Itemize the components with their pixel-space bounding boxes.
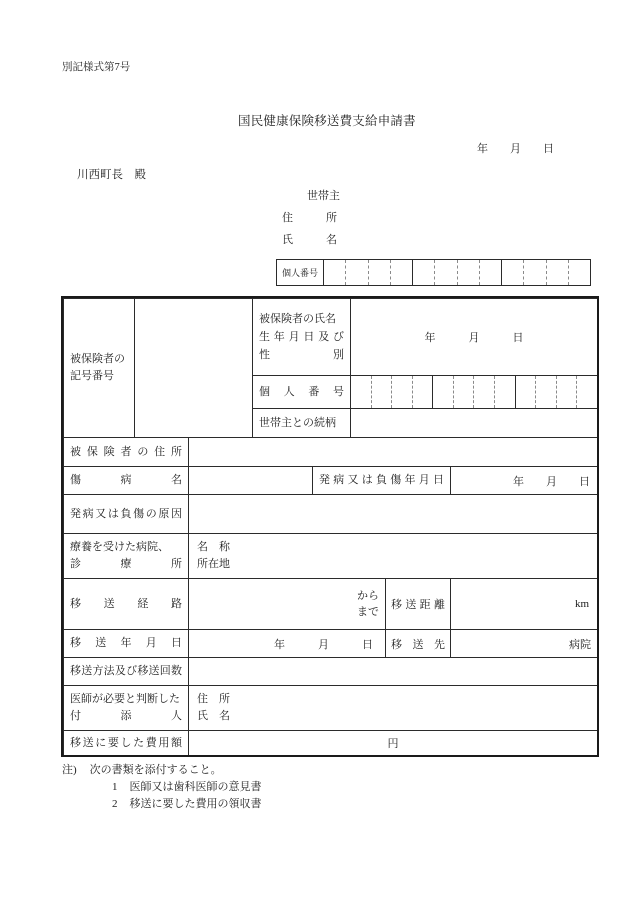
digit-cell <box>457 260 479 285</box>
method-value-cell <box>188 657 598 686</box>
notes-heading-line <box>62 764 222 777</box>
label-line: 療養を受けた病院、 <box>70 541 169 553</box>
digit-cell <box>324 260 345 285</box>
transport-date-value-cell: 年 月 日 <box>188 629 386 658</box>
form-title: 国民健康保険移送費支給申請書 <box>238 114 416 128</box>
digit-cell <box>432 376 453 408</box>
transport-date-label-cell: 移 送 年 月 日 <box>63 629 189 658</box>
digit-cell <box>535 376 556 408</box>
disease-name-value-cell <box>188 466 313 495</box>
digit-cell <box>556 376 577 408</box>
digit-cell <box>576 376 597 408</box>
notes-item <box>112 798 262 811</box>
attendant-label-cell <box>63 685 189 731</box>
householder-heading: 世帯主 <box>307 190 340 202</box>
digit-cell <box>515 376 536 408</box>
label-line: 記号番号 <box>70 370 114 382</box>
hospital-name-label: 名 称 <box>197 541 230 553</box>
cause-label-cell: 発病又は負傷の原因 <box>63 494 189 534</box>
personal-number-box-label: 個人番号 <box>276 259 324 286</box>
notes-item-text: 医師又は歯科医師の意見書 <box>129 781 262 793</box>
personal-number-box-digits <box>323 259 591 286</box>
route-from-marker: から <box>357 590 379 602</box>
notes-item-number: 1 <box>112 781 118 793</box>
digit-cell <box>568 260 590 285</box>
notes-item <box>112 781 262 794</box>
label-line: 医師が必要と判断した <box>70 693 180 705</box>
insured-symbol-value-cell <box>134 298 253 438</box>
distance-label-cell <box>385 578 451 630</box>
householder-name-label: 氏 名 <box>282 234 337 246</box>
hospital-value-cell <box>188 533 598 579</box>
route-to-marker: まで <box>357 606 379 618</box>
cost-value-cell: 円 <box>188 730 598 756</box>
insured-symbol-label-cell <box>63 298 135 438</box>
relationship-label-cell: 世帯主との続柄 <box>252 408 351 438</box>
digit-cell <box>390 260 412 285</box>
digit-cell <box>371 376 392 408</box>
table-personal-number-label-cell: 個 人 番 号 <box>252 375 351 409</box>
digit-cell <box>434 260 456 285</box>
cause-value-cell <box>188 494 598 534</box>
addressee-line: 川西町長 殿 <box>77 169 146 181</box>
destination-label: 移 送 先 <box>391 638 445 651</box>
destination-value-cell: 病院 <box>450 629 598 658</box>
digit-cell <box>453 376 474 408</box>
insured-address-label-cell: 被 保 険 者 の 住 所 <box>63 437 189 467</box>
digit-cell <box>501 260 523 285</box>
route-value-cell <box>188 578 386 630</box>
attendant-value-cell <box>188 685 598 731</box>
destination-label-cell <box>385 629 451 658</box>
insured-info-date-cell: 年 月 日 <box>350 298 598 376</box>
disease-name-label-cell: 傷 病 名 <box>63 466 189 495</box>
householder-address-label: 住 所 <box>282 212 337 224</box>
digit-cell <box>391 376 412 408</box>
digit-cell <box>368 260 390 285</box>
table-personal-number-digits-cell <box>350 375 598 409</box>
digit-cell <box>479 260 501 285</box>
digit-cell <box>351 376 371 408</box>
digit-cell <box>412 376 433 408</box>
label-line: 被保険者の氏名 <box>259 313 336 325</box>
digit-cells <box>351 376 597 408</box>
route-label-cell: 移 送 経 路 <box>63 578 189 630</box>
attendant-address-label: 住 所 <box>197 693 230 705</box>
notes-prefix: 注) <box>62 764 77 776</box>
hospital-location-label: 所在地 <box>197 558 230 570</box>
label-line: 診 療 所 <box>70 558 182 570</box>
notes-item-number: 2 <box>112 798 118 810</box>
attendant-name-label: 氏 名 <box>197 710 230 722</box>
form-style-number: 別記様式第7号 <box>62 62 131 73</box>
distance-value-cell: km <box>450 578 598 630</box>
label-line: 生年月日及び <box>259 331 344 343</box>
cost-label-cell: 移送に要した費用額 <box>63 730 189 756</box>
digit-cell <box>523 260 545 285</box>
hospital-label-cell <box>63 533 189 579</box>
digit-cell <box>494 376 515 408</box>
header-date-placeholder: 年 月 日 <box>477 143 554 155</box>
digit-cell <box>412 260 434 285</box>
method-label-cell: 移送方法及び移送回数 <box>63 657 189 686</box>
notes-item-text: 移送に要した費用の領収書 <box>129 798 262 810</box>
insured-info-label-cell <box>252 298 351 376</box>
label-line: 被保険者の <box>70 353 125 365</box>
label-line: 付 添 人 <box>70 710 182 722</box>
label-line: 性 別 <box>259 349 344 361</box>
distance-label: 移送距離 <box>391 599 445 611</box>
digit-cell <box>345 260 367 285</box>
onset-date-value-cell: 年 月 日 <box>450 466 598 495</box>
insured-address-value-cell <box>188 437 598 467</box>
relationship-value-cell <box>350 408 598 438</box>
digit-cell <box>546 260 568 285</box>
onset-date-label-cell: 発病又は負傷年月日 <box>312 466 451 495</box>
digit-cell <box>473 376 494 408</box>
notes-heading: 次の書類を添付すること。 <box>89 764 222 776</box>
digit-cells <box>324 260 590 285</box>
